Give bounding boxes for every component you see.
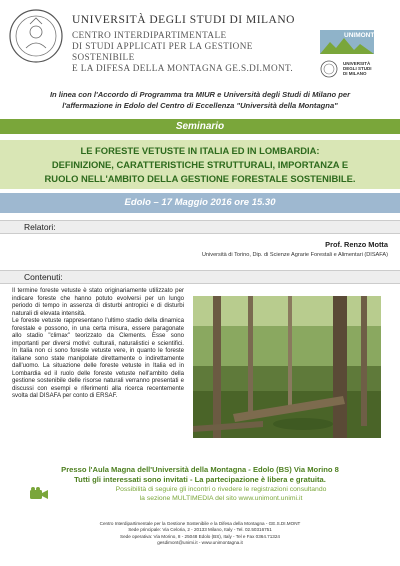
- seminario-bar: Seminario: [0, 119, 400, 134]
- video-text: Possibilità di seguire gli incontri o rivedere le registrazioni consultando la sezione MULTIMEDIA del sito www.unimont.unimi.it: [115, 486, 327, 502]
- footer: Centro Interdipartimentale per la Gestione Sostenibile e la Difesa della Montagna - GE.S.DI.MONT Sede principale: Via Celoria, 2 - 20133 Milano, Italy - Tel. 02.50316751 Sede operativa: Via Morino, 8 - 25048 Edolo (BS), Italy - Tel e Fax 0364.71324 gesdimont@unimi.it - www.unimontagna.it: [99, 521, 301, 546]
- content-text: [12, 287, 184, 400]
- seminar-title: LE FORESTE VETUSTE IN ITALIA ED IN LOMBARDIA: DEFINIZIONE, CARATTERISTICHE STRUTTURALI, IMPORTANZA E RUOLO NELL'AMBITO DELLA GESTIONE FORESTALE SOSTENIBILE.: [0, 140, 400, 189]
- university-name: UNIVERSITÀ DEGLI STUDI DI MILANO: [72, 14, 295, 26]
- small-seal-icon: [320, 60, 338, 78]
- relatori-heading: Relatori:: [0, 220, 400, 234]
- accordo-text: In linea con l'Accordo di Programma tra MIUR e Università degli Studi di Milano per l'affermazione in Edolo del Centro di Eccellenza "Università della Montagna": [49, 90, 351, 110]
- header: [0, 0, 400, 82]
- content-paragraph: Il termine foreste vetuste è stato originariamente utilizzato per indicare foreste che hanno potuto evolversi per un lungo periodo di tempo in assenza di disturbi antropici e di disturbi naturali di elevata intensità.: [12, 287, 184, 317]
- unimont-logo-text: UNIMONT: [344, 32, 375, 39]
- venue-text: Presso l'Aula Magna dell'Università della Montagna - Edolo (BS) Via Morino 8 Tutti gli interessati sono invitati - La partecipazione è libera e gratuita.: [61, 465, 339, 484]
- centre-name: CENTRO INTERDIPARTIMENTALE DI STUDI APPLICATI PER LA GESTIONE SOSTENIBILE E LA DIFESA DELLA MONTAGNA GE.S.DI.MONT.: [72, 30, 294, 73]
- content-paragraph: Le foreste vetuste rappresentano l'ultimo stadio della dinamica forestale e possono, in una certa misura, essere paragonate allo stadio "climax" teorizzato da Clements. Esse sono importanti per diversi motivi: culturali, naturalistici e scientifici. In Italia non ci sono foreste vetuste vere, in quanto le foreste italiane sono state manipolate direttamente o indirettamente dall'uomo. La situazione delle foreste vetuste in Italia ed in Lombardia ed il ruolo delle foreste vetuste nell'ambito della gestione sostenibile delle risorse naturali verranno presentati e discussi con esempi e riferimenti alla ricerca recentemente svolta dal DISAFA per conto di ERSAF.: [12, 317, 184, 399]
- speaker-name: Prof. Renzo Motta: [325, 240, 388, 249]
- university-seal-icon: [8, 8, 64, 64]
- forest-photo: [193, 296, 381, 438]
- speaker-affiliation: Università di Torino, Dip. di Scienze Agrarie Forestali e Alimentari (DISAFA): [201, 252, 388, 258]
- contenuti-heading: Contenuti:: [0, 270, 400, 284]
- video-camera-icon: [30, 487, 48, 501]
- date-bar: Edolo – 17 Maggio 2016 ore 15.30: [0, 193, 400, 213]
- small-logo-text: UNIVERSITÀ DEGLI STUDI DI MILANO: [343, 61, 372, 76]
